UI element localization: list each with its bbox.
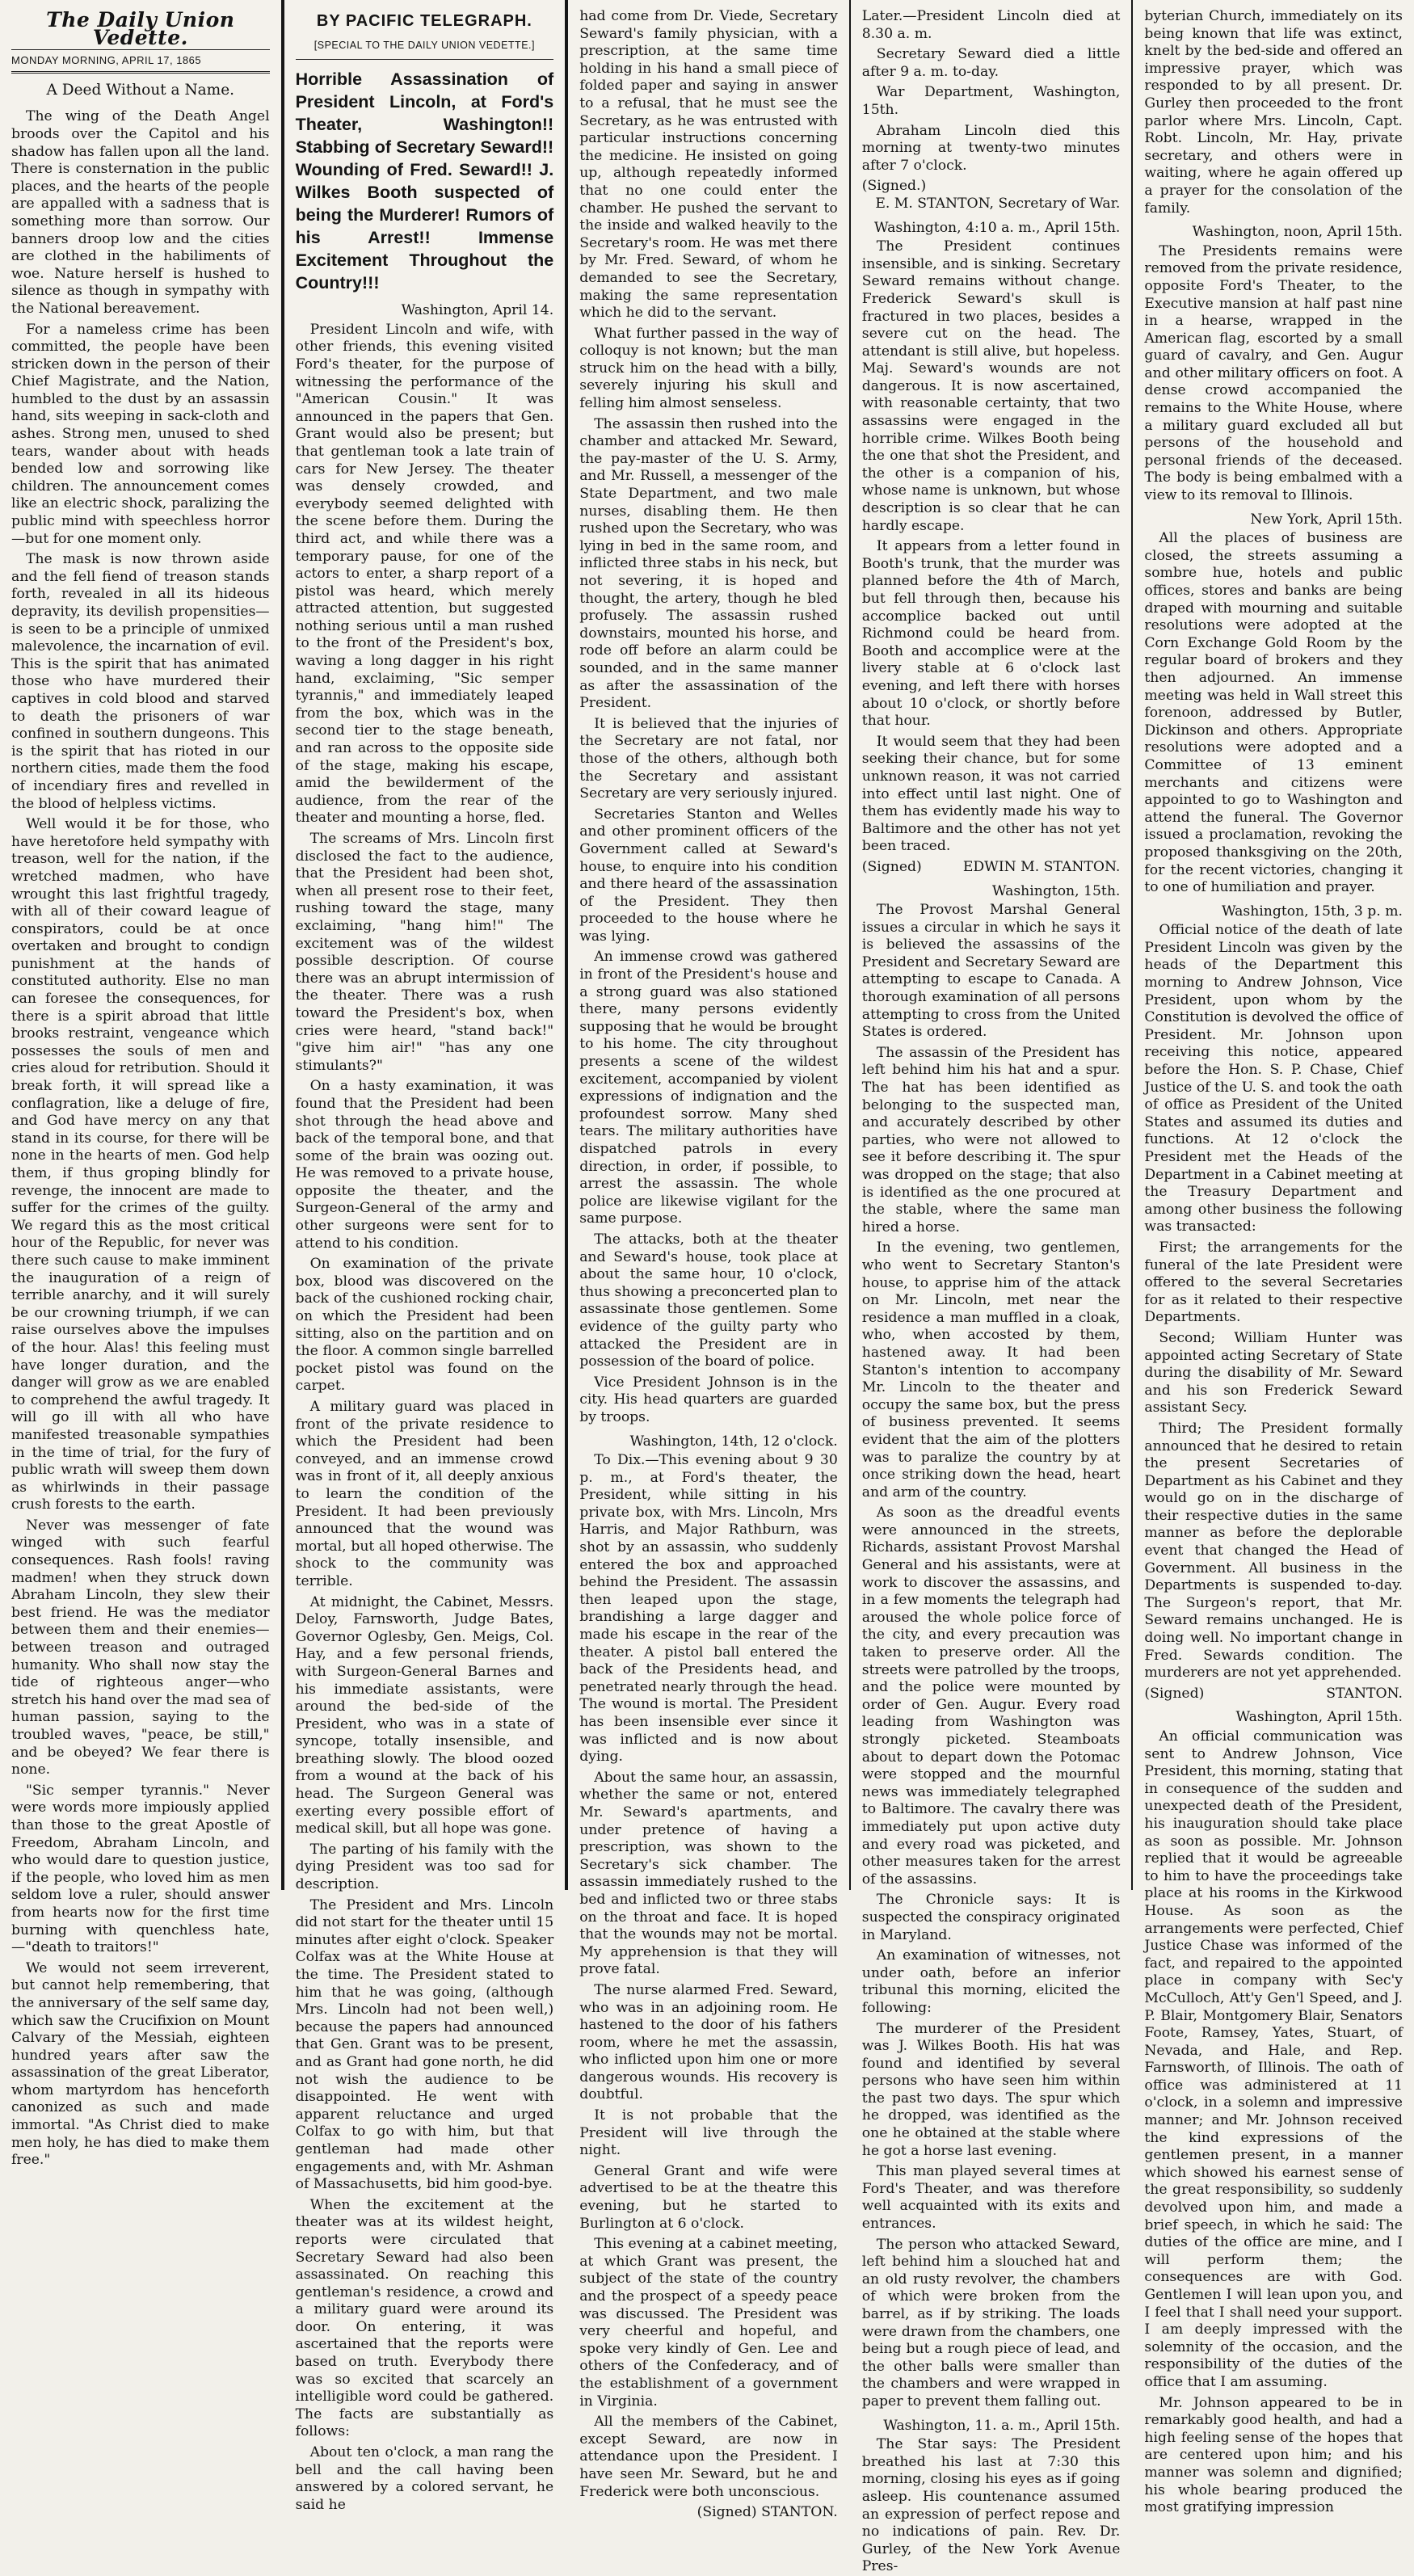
paragraph: byterian Church, immediately on its being known that life was extinct, knelt by the bed-side and offered an impressive prayer, which was responded to by all present. Dr. Gurley then proceeded to the front parlor where Mrs. Lincoln, Capt. Robt. Lincoln, Mr. Hay, private secretary, and others were in waiting, where he again offered up a prayer for the consolation of the family. — [1144, 8, 1403, 217]
paragraph: Well would it be for those, who have heretofore held sympathy with treason, well for the nation, if the wretched madmen, who have wrought this last frightful tragedy, with all of their coward league of conspirators, could be at once overtaken and brought to condign punishment at the hands of constituted authority. Else no man can foresee the consequences, for there is a spirit abroad that little brooks restraint, vengeance which possesses the souls of men and cries aloud for retribution. Should it break forth, it will spread like a conflagration, like a deluge of fire, and God have mercy on any that stand in its course, for there will be none in the hearts of men. God help them, if thus groping blindly for revenge, the innocent are made to suffer for the crimes of the guilty. We regard this as the most critical hour of the Republic, for never was there such cause to make imminent the inauguration of a reign of terrible anarchy, and it will surely be our crowning triumph, if we can raise ourselves above the impulses of the hour. Alas! this feeling must have longer duration, and the danger will grow as we are enabled to comprehend the awful tragedy. It will go ill with all who have manifested treasonable sympathies in the time of trial, for the fury of public wrath will sweep them down as whirlwinds in their passage crush forests to the earth. — [11, 816, 270, 1513]
signature-right: STANTON. — [1326, 1685, 1403, 1702]
dateline: Washington, April 15th. — [1235, 1709, 1403, 1726]
paragraph: On examination of the private box, blood was discovered on the back of the cushioned rocking chair, on which the President had been sitting, also on the partition and on the floor. A common single barrelled pocket pistol was found on the carpet. — [295, 1256, 554, 1395]
dateline: Washington, 4:10 a. m., April 15th. — [873, 219, 1121, 236]
paragraph: It would seem that they had been seeking their chance, but for some unknown reason, it was not carried into effect until last night. One of them has evidently made his way to Baltimore and the other has not yet been traced. — [861, 733, 1121, 855]
column-1 — [0, 0, 281, 2169]
paragraph: The President continues insensible, and is sinking. Secretary Seward remains without change. Frederick Seward's skull is fractured in two places, besides a severe cut on the head. The attendant is still alive, but hopeless. Maj. Seward's wounds are not dangerous. It is now ascertained, with reasonable certainty, that two assassins were engaged in the horrible crime. Wilkes Booth being the one that shot the President, and the other is a companion of his, whose name is unknown, but whose description is so clear that he can hardly escape. — [861, 238, 1121, 534]
paragraph: All the members of the Cabinet, except Seward, are now in attendance upon the President. I have seen Mr. Seward, but he and Frederick were both unconscious. — [579, 2414, 838, 2500]
paragraph: The Star says: The President breathed his last at 7:30 this morning, closing his eyes as if going asleep. His countenance assumed an expression of perfect repose and no indications of pain. Rev. Dr. Gurley, of the New York Avenue Pres- — [861, 2436, 1121, 2575]
column-4 — [851, 0, 1132, 2575]
signature-line — [862, 859, 1121, 877]
paragraph: War Department, Washington, 15th. — [861, 84, 1121, 118]
paragraph: The wing of the Death Angel broods over the Capitol and his shadow has fallen upon all the land. There is consternation in the public places, and the hearts of the people are appalled with a sadness that is something more than sorrow. Our banners droop low and the cities are clothed in the habiliments of woe. Nature herself is hushed to silence as though in sympathy with the National bereavement. — [11, 108, 270, 317]
dateline: Washington, 15th. — [991, 882, 1121, 899]
dateline: Washington, 14th, 12 o'clock. — [629, 1433, 838, 1450]
paragraph: Official notice of the death of late President Lincoln was given by the heads of the Department this morning to Andrew Johnson, Vice President, upon whom by the Constitution is devolved the office of President. Mr. Johnson upon receiving this notice, appeared before the Hon. S. P. Chase, Chief Justice of the U. S. and took the oath of office as President of the United States and assumed its duties and functions. At 12 o'clock the President met the Heads of the Department in a Cabinet meeting at the Treasury Department and among other business the following was transacted: — [1144, 922, 1403, 1235]
paragraph: Vice President Johnson is in the city. His head quarters are guarded by troops. — [579, 1374, 838, 1425]
paragraph: An immense crowd was gathered in front of the President's house and a strong guard was also stationed there, many persons evidently supposing that he would be brought to his home. The city throughout presents a scene of the wildest excitement, accompanied by violent expressions of indignation and the profoundest sorrow. Many shed tears. The military authorities have dispatched patrols in every direction, in order, if possible, to arrest the assassin. The whole police are likewise vigilant for the same purpose. — [579, 949, 838, 1227]
paragraph: The screams of Mrs. Lincoln first disclosed the fact to the audience, that the President had been shot, when all present rose to their feet, rushing toward the stage, many exclaiming, "hang him!" The excitement was of the wildest possible description. Of course there was an abrupt intermission of the theater. There was a rush toward the President's box, when cries were heard, "stand back!" "give him air!" "has any one stimulants?" — [295, 831, 554, 1074]
paragraph: It is not probable that the President will live through the night. — [579, 2107, 838, 2159]
paragraph: The nurse alarmed Fred. Seward, who was in an adjoining room. He hastened to the door of his fathers room, where he met the assassin, who inflicted upon him one or more dangerous wounds. His recovery is doubtful. — [579, 1981, 838, 2103]
signature-left: (Signed) — [861, 858, 922, 875]
telegraph-title: BY PACIFIC TELEGRAPH. — [316, 12, 532, 30]
paragraph: The parting of his family with the dying President was too sad for description. — [295, 1841, 554, 1893]
paragraph: Secretaries Stanton and Welles and other prominent officers of the Government called at Seward's house, to enquire into his condition and there heard of the assassination of the President. They then proceeded to the house where he was lying. — [579, 806, 838, 945]
paragraph: Abraham Lincoln died this morning at twenty-two minutes after 7 o'clock. — [861, 122, 1121, 174]
paragraph: Never was messenger of fate winged with such fearful consequences. Rash fools! raving madmen! when they struck down Abraham Lincoln, they slew their best friend. He was the mediator between them and their enemies—between treason and outraged humanity. Who shall now stay the tide of righteous anger—who stretch his hand over the mad sea of human passion, saying to the troubled waves, "peace, be still," and be obeyed? We fear there is none. — [11, 1517, 270, 1778]
signature-line — [1144, 1686, 1403, 1703]
signature-line — [862, 178, 1121, 213]
paragraph: As soon as the dreadful events were announced in the streets, Richards, assistant Provost Marshal General and his assistants, were at work to discover the assassins, and in a few moments the telegraph had aroused the whole police force of the city, and every precaution was taken to preserve order. All the streets were patrolled by the troops, and the police were mounted by order of Gen. Augur. Every road leading from Washington was strongly picketed. Steamboats about to depart down the Potomac were stopped and the mournful news was immediately telegraphed to Baltimore. The cavalry there was immediately put upon active duty and every road was picketed, and other measures taken for the arrest of the assassins. — [861, 1505, 1121, 1888]
paragraph: This evening at a cabinet meeting, at which Grant was present, the subject of the state of the country and the prospect of a speedy peace was discussed. The President was very cheerful and hopeful, and spoke very kindly of Gen. Lee and others of the Confederacy, and of the establishment of a government in Virginia. — [579, 2236, 838, 2410]
signature-left: (Signed) — [1144, 1685, 1205, 1702]
paragraph: This man played several times at Ford's Theater, and was therefore well acquainted with its exits and entrances. — [861, 2163, 1121, 2233]
paragraph: When the excitement at the theater was at its wildest height, reports were circulated that Secretary Seward had also been assassinated. On reaching this gentleman's residence, a crowd and a military guard were around its door. On entering, it was ascertained that the reports were based on truth. Everybody there was so excited that scarcely an intelligible word could be gathered. The facts are substantially as follows: — [295, 2196, 554, 2440]
paragraph: At midnight, the Cabinet, Messrs. Deloy, Farnsworth, Judge Bates, Governor Oglesby, Gen. Meigs, Col. Hay, and a few personal friends, with Surgeon-General Barnes and his immediate assistants, were around the bed-side of the President, who was in a state of syncope, totally insensible, and breathing slowly. The blood oozed from a wound at the back of his head. The Surgeon General was exerting every possible effort of medical skill, but all hope was gone. — [295, 1593, 554, 1837]
signature-left: (Signed.) — [861, 178, 927, 195]
paragraph: It is believed that the injuries of the Secretary are not fatal, nor those of the others, although both the Secretary and assistant Secretary are very seriously injured. — [579, 715, 838, 802]
paragraph: On a hasty examination, it was found that the President had been shot through the head above and back of the temporal bone, and that some of the brain was oozing out. He was removed to a private house, opposite the theater, and the Surgeon-General of the army and other surgeons were sent for to attend to his condition. — [295, 1078, 554, 1252]
paragraph: The assassin then rushed into the chamber and attacked Mr. Seward, the pay-master of the U. S. Army, and Mr. Russell, a messenger of the State Department, and two male nurses, disabling them. He then rushed upon the Secretary, who was lying in bed in the same room, and inflicted three stabs in his neck, but not severing, it is hoped and thought, the artery, though he bled profusely. The assassin rushed downstairs, mounted his horse, and rode off before an alarm could be sounded, and in the same manner as after the assassination of the President. — [579, 415, 838, 712]
masthead-title: The Daily Union Vedette. — [46, 8, 235, 49]
paragraph: The Provost Marshal General issues a circular in which he says it is believed the assassins of the President and Secretary Seward are attempting to escape to Canada. A thorough examination of all persons attempting to cross from the United States is ordered. — [861, 902, 1121, 1041]
signature-right: EDWIN M. STANTON. — [962, 858, 1121, 875]
column-5 — [1133, 0, 1414, 2516]
paragraph: We would not seem irreverent, but cannot help remembering, that the anniversary of the self same day, which saw the Crucifixion on Mount Calvary of the Messiah, eighteen hundred years after saw the assassination of the great Liberator, whom martyrdom has henceforth canonized as such and made immortal. "As Christ died to make men holy, he has died to make them free." — [11, 1959, 270, 2169]
paragraph: The Presidents remains were removed from the private residence, opposite Ford's Theater, to the Executive mansion at half past nine in a hearse, wrapped in the American flag, escorted by a small guard of cavalry, and Gen. Augur and other military officers on foot. A dense crowd accompanied the remains to the White House, where a military guard excluded all but persons of the household and personal friends of the deceased. The body is being embalmed with a view to its removal to Illinois. — [1144, 242, 1403, 504]
column-2 — [284, 0, 566, 2513]
paragraph: The attacks, both at the theater and Seward's house, took place at about the same hour, 10 o'clock, thus showing a preconcerted plan to assassinate those gentlemen. Some evidence of the guilty party who attacked the President are in possession of the board of police. — [579, 1231, 838, 1370]
paragraph: For a nameless crime has been committed, the people have been stricken down in the person of their Chief Magistrate, and the Nation, humbled to the dust by an assassin hand, sits weeping in sack-cloth and ashes. Strong men, unused to shed tears, wander about with heads bended low and sorrowing like children. The announcement comes like an electric shock, paralizing the public mind with speechless horror—but for one moment only. — [11, 321, 270, 547]
paragraph: Secretary Seward died a little after 9 a. m. to-day. — [861, 46, 1121, 80]
paragraph: President Lincoln and wife, with other friends, this evening visited Ford's theater, for the purpose of witnessing the performance of the "American Cousin." It was announced in the papers that Gen. Grant would also be present; but that gentleman took a late train of cars for New Jersey. The theater was densely crowded, and everybody seemed delighted with the scene before them. During the third act, and while there was a temporary pause, for one of the actors to enter, a sharp report of a pistol was heard, which merely attracted attention, but suggested nothing serious until a man rushed to the front of the President's box, waving a long dagger in his right hand, exclaiming, "Sic semper tyrannis," and immediately leaped from the box, which was in the second tier to the stage beneath, and ran across to the opposite side of the stage, making his escape, amid the bewilderment of the audience, from the rear of the theater and mounting a horse, fled. — [295, 321, 554, 827]
paragraph: About the same hour, an assassin, whether the same or not, entered Mr. Seward's apartments, and under pretence of having a prescription, was shown to the Secretary's sick chamber. The assassin immediately rushed to the bed and inflicted two or three stabs on the throat and face. It is hoped that the wounds may not be mortal. My apprehension is that they will prove fatal. — [579, 1769, 838, 1978]
paragraph: Third; The President formally announced that he desired to retain the present Secretaries of Department as his Cabinet and they would go on in the discharge of their respective duties in the same manner as before the deplorable event that changed the Head of Government. All business in the Departments is suspended to-day. The Surgeon's report, that Mr. Seward remains unchanged. He is doing well. No important change in Fred. Sewards condition. The murderers are not yet apprehended. — [1144, 1420, 1403, 1682]
paragraph: What further passed in the way of colloquy is not known; but the man struck him on the head with a billy, severely injuring his skull and felling him almost senseless. — [579, 325, 838, 412]
paragraph: In the evening, two gentlemen, who went to Secretary Stanton's house, to apprise him of the attack on Mr. Lincoln, met near the residence a man muffled in a cloak, who, when accosted by them, hastened away. It had been Stanton's intention to accompany Mr. Lincoln to the theater and occupy the same box, but the press of business prevented. It seems evident that the aim of the plotters was to paralize the country by at once striking down the head, heart and arm of the country. — [861, 1240, 1121, 1501]
paragraph: The assassin of the President has left behind him his hat and a spur. The hat has been identified as belonging to the suspected man, and accurately described by other parties, who were not allowed to see it before describing it. The spur was dropped on the stage; that also is identified as the one procured at the stable, where the same man hired a horse. — [861, 1044, 1121, 1235]
dateline: Washington, noon, April 15th. — [1192, 224, 1403, 241]
paragraph: About ten o'clock, a man rang the bell and the call having been answered by a colored servant, he said he — [295, 2444, 554, 2513]
special-dispatch-label: [SPECIAL TO THE DAILY UNION VEDETTE.] — [296, 37, 554, 61]
paragraph: An official communication was sent to Andrew Johnson, Vice President, this morning, stating that in consequence of the sudden and unexpected death of the President, his inauguration should take place as soon as possible. Mr. Johnson replied that it would be agreeable to him to have the proceedings take place at his rooms in the Kirkwood House. As soon as the arrangements were perfected, Chief Justice Chase was informed of the fact, and repaired to the appointed place in company with Sec'y McCulloch, Att'y Gen'l Speed, and J. P. Blair, Montgomery Blair, Senators Foote, Ramsey, Yates, Stuart, of Nevada, and Hale, and Rep. Farnsworth, of Illinois. The oath of office was administered at 11 o'clock, in a solemn and impressive manner; and Mr. Johnson received the kind expressions of the gentlemen present, in a manner which showed his earnest sense of the great responsibility, so suddenly devolved upon him, and made a brief speech, in which he said: The duties of the office are mine, and I will perform them; the consequences are with God. Gentlemen I will lean upon you, and I feel that I shall need your support. I am deeply impressed with the solemnity of the occasion, and the responsibility of the duties of the office that I am assuming. — [1144, 1728, 1403, 2390]
signature-right: (Signed) STANTON. — [696, 2504, 838, 2521]
paragraph: The Chronicle says: It is suspected the conspiracy originated in Maryland. — [861, 1892, 1121, 1943]
paragraph: To Dix.—This evening about 9 30 p. m., at Ford's theater, the President, while sitting in his private box, with Mrs. Lincoln, Mrs Harris, and Major Rathburn, was shot by an assassin, who suddenly entered the box and approached behind the President. The assassin then leaped upon the stage, brandishing a large dagger and made his escape in the rear of the theater. A pistol ball entered the back of the Presidents head, and penetrated nearly through the head. The wound is mortal. The President has been insensible ever since it was inflicted and is now about dying. — [579, 1452, 838, 1766]
signature-right: E. M. STANTON, Secretary of War. — [875, 195, 1121, 212]
paragraph: The President and Mrs. Lincoln did not start for the theater until 15 minutes after eight o'clock. Speaker Colfax was at the White House at the time. The President stated to him that he was going, (although Mrs. Lincoln had not been well,) because the papers had announced that Gen. Grant was to be present, and as Grant had gone north, he did not wish the audience to be disappointed. He went with apparent reluctance and urged Colfax to go with him, but that gentleman had made other engagements and, with Mr. Ashman of Massachusetts, bid him good-bye. — [295, 1896, 554, 2193]
paragraph: Later.—President Lincoln died at 8.30 a. m. — [861, 8, 1121, 42]
dateline: Washington, 15th, 3 p. m. — [1221, 903, 1403, 920]
dateline: Washington, 11. a. m., April 15th. — [883, 2417, 1121, 2434]
paragraph: Mr. Johnson appeared to be in remarkably good health, and had a high feeling sense of the hopes that are centered upon him; and his manner was solemn and dignified; his whole bearing produced the most gratifying impression — [1144, 2394, 1403, 2516]
paragraph: A military guard was placed in front of the private residence to which the President had been conveyed, and an immense crowd was in front of it, all deeply anxious to learn the condition of the President. It had been previously announced that the wound was mortal, but all hoped otherwise. The shock to the community was terrible. — [295, 1399, 554, 1589]
dateline: Washington, April 14. — [401, 302, 554, 319]
dateline: New York, April 15th. — [1250, 511, 1403, 528]
paragraph: First; the arrangements for the funeral of the late President were offered to the several Secretaries for as it related to their respective Departments. — [1144, 1239, 1403, 1326]
paragraph: It appears from a letter found in Booth's trunk, that the murder was planned before the 4th of March, but fell through then, because his accomplice backed out until Richmond could be heard from. Booth and accomplice were at the livery stable at 6 o'clock last evening, and left there with horses about 10 o'clock, or shortly before that hour. — [861, 538, 1121, 730]
main-headline: Horrible Assassination of President Lincoln, at Ford's Theater, Washington!! Stabbing of Secretary Seward!! Wounding of Fred. Seward!! J. Wilkes Booth suspected of being the Murderer! Rumors of his Arrest!! Immense Excitement Throughout the Country!!! — [295, 69, 554, 293]
paragraph: The murderer of the President was J. Wilkes Booth. His hat was found and identified by several persons who have seen him within the past two days. The spur which he dropped, was identified as the one he obtained at the stable where he got a horse last evening. — [861, 2020, 1121, 2159]
paragraph: The mask is now thrown aside and the fell fiend of treason stands forth, revealed in all its hideous depravity, its devilish propensities—is seen to be a principle of unmixed malevolence, the incarnation of evil. This is the spirit that has animated those who have murdered their captives in cold blood and starved to death the prisoners of war confined in southern dungeons. This is the spirit that has rioted in our northern cities, made them the food of incendiary fires and revelled in the blood of helpless victims. — [11, 551, 270, 812]
paragraph: had come from Dr. Viede, Secretary Seward's family physician, with a prescription, at the same time holding in his hand a small piece of folded paper and saying in answer to a refusal, that he must see the Secretary, as he was entrusted with particular instructions concerning the medicine. He insisted on going up, although repeatedly informed that no one could enter the chamber. He pushed the servant to the inside and walked heavily to the Secretary's room. He was met there by Mr. Fred. Seward, of whom he demanded to see the Secretary, making the same representation which he did to the servant. — [579, 8, 838, 322]
editorial-title: A Deed Without a Name. — [46, 81, 235, 99]
paragraph: All the places of business are closed, the streets assuming a sombre hue, hotels and public offices, stores and banks are being draped with mourning and suitable resolutions were adopted at the Corn Exchange Gold Room by the regular board of brokers and they then adjourned. An immense meeting was held in Wall street this forenoon, addressed by Butler, Dickinson and others. Appropriate resolutions were adopted and a Committee of 13 eminent merchants and citizens were appointed to go to Washington and attend the funeral. The Governor issued a proclamation, revoking the proposed thanksgiving on the 20th, for the recent victories, changing it to one of humiliation and prayer. — [1144, 530, 1403, 896]
paragraph: General Grant and wife were advertised to be at the theatre this evening, but he started to Burlington at 6 o'clock. — [579, 2162, 838, 2232]
paragraph: Second; William Hunter was appointed acting Secretary of State during the disability of Mr. Seward and his son Frederick Seward assistant Secy. — [1144, 1329, 1403, 1416]
masthead-date: MONDAY MORNING, APRIL 17, 1865 — [11, 49, 270, 74]
column-3 — [568, 0, 849, 2521]
paragraph: "Sic semper tyrannis." Never were words more impiously applied than those to the great Apostle of Freedom, Abraham Lincoln, and who would dare to question justice, if the people, who loved him as men seldom love a ruler, should answer from hearts now for the first time burning with quenchless hate,—"death to traitors!" — [11, 1782, 270, 1956]
paragraph: An examination of witnesses, not under oath, before an inferior tribunal this morning, elicited the following: — [861, 1947, 1121, 2016]
paragraph: The person who attacked Seward, left behind him a slouched hat and an old rusty revolver, the chambers of which were broken from the barrel, as if by striking. The loads were drawn from the chambers, one being but a rough piece of lead, and the other balls were smaller than the chambers and were wrapped in paper to prevent them falling out. — [861, 2236, 1121, 2410]
